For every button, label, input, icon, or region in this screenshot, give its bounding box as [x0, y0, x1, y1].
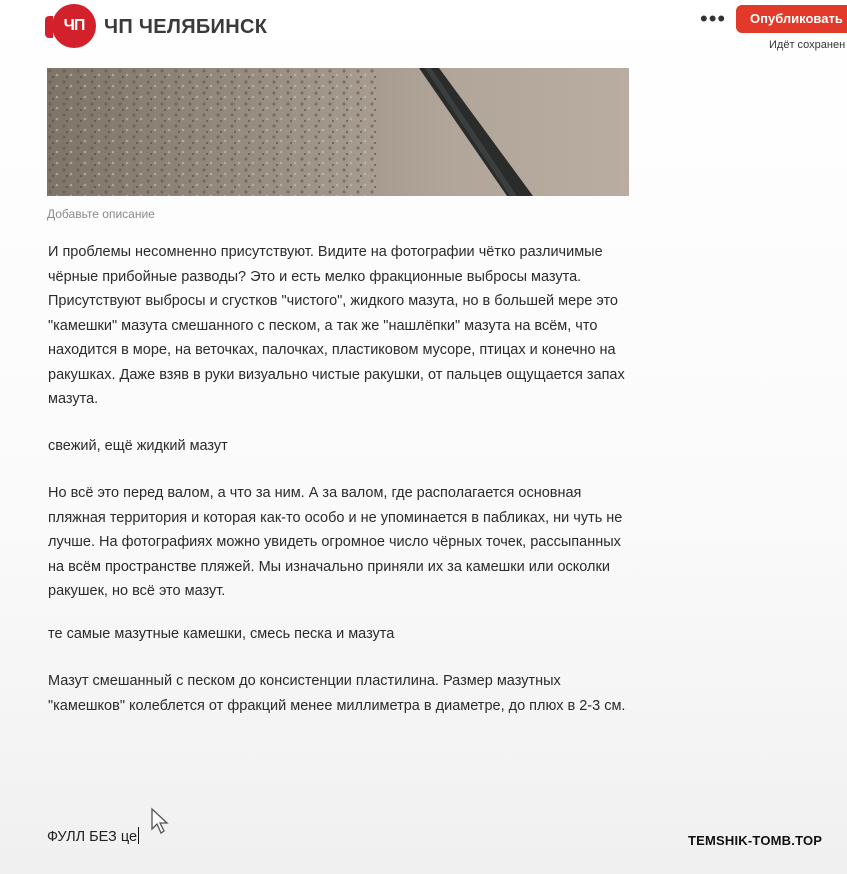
image-caption-input[interactable]: Добавьте описание: [47, 207, 155, 221]
photo-caption-2[interactable]: те самые мазутные камешки, смесь песка и мазута: [48, 626, 395, 642]
photo-caption-1[interactable]: свежий, ещё жидкий мазут: [48, 438, 228, 454]
channel-name: ЧП ЧЕЛЯБИНСК: [104, 16, 268, 38]
photo-drawing: [47, 68, 629, 196]
paragraph-1[interactable]: И проблемы несомненно присутствуют. Видите на фотографии чётко различимые чёрные прибойные разводы? Это и есть мелко фракционные выбросы мазута. Присутствуют выбросы и сгустков "чистого", жидкого мазута, но в большей мере это "камешки" мазута смешанного с песком, а так же "нашлёпки" мазута на всём, что находится в море, на веточках, палочках, пластиковом мусоре, птицах и конечно на ракушках. Даже взяв в руки визуально чистые ракушки, от пальцев ощущается запах мазута.: [48, 244, 625, 407]
paragraph-3[interactable]: Мазут смешанный с песком до консистенции пластилина. Размер мазутных "камешков" колеблется от фракций менее миллиметра в диаметре, до плюх в 2-3 см.: [48, 673, 626, 714]
article-photo[interactable]: [47, 68, 629, 196]
text-caret: [138, 827, 139, 844]
more-dots-icon[interactable]: •••: [700, 6, 727, 31]
saving-status: Идёт сохранен: [769, 39, 846, 51]
draft-text: ФУЛЛ БЕЗ це: [47, 829, 138, 845]
publish-button[interactable]: Опубликовать: [736, 5, 847, 33]
mouse-pointer-icon: [149, 807, 175, 835]
channel-logo: ЧП: [52, 4, 96, 48]
paragraph-2[interactable]: Но всё это перед валом, а что за ним. А за валом, где располагается основная пляжная территория и которая как-то особо и не упоминается в пабликах, ни чуть не лучше. На фотографиях можно увидеть огромное число чёрных точек, рассыпанных на всём пространстве пляжей. Мы изначально приняли их за камешки или осколки ракушек, но всё это мазут.: [48, 485, 623, 599]
watermark: TEMSHIK-TOMB.TOP: [688, 833, 823, 848]
draft-text-line[interactable]: [47, 827, 139, 845]
